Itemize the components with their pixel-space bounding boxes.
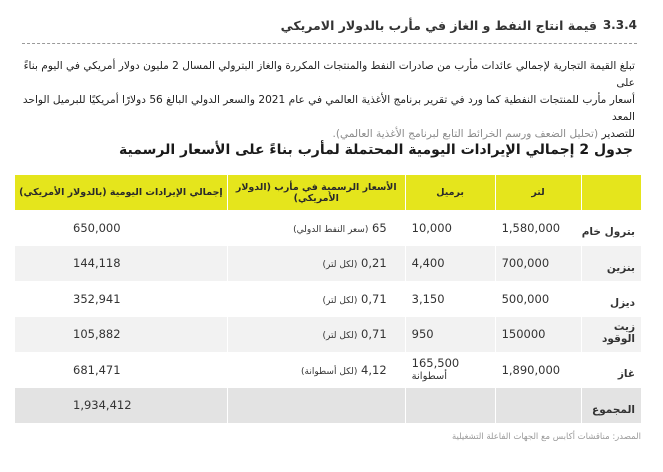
header-product bbox=[581, 175, 641, 210]
cell-liter: 1,890,000 bbox=[495, 352, 581, 388]
barrel-value: 4,400 bbox=[411, 256, 445, 271]
cell-total: 144,118 bbox=[15, 246, 228, 282]
table-row bbox=[15, 210, 642, 246]
cell-total: 105,882 bbox=[15, 317, 228, 353]
paragraph-line-3 bbox=[14, 126, 635, 143]
revenue-table bbox=[14, 175, 641, 424]
barrel-value: 10,000 bbox=[411, 220, 452, 235]
cell-barrel-empty bbox=[405, 388, 495, 424]
section-number: 3.3.4 bbox=[602, 18, 637, 32]
barrel-unit: أسطوانة bbox=[411, 370, 448, 382]
cell-product: ديزل bbox=[581, 281, 641, 317]
cell-product: غاز bbox=[581, 352, 641, 388]
cell-price bbox=[227, 317, 405, 353]
intro-paragraph bbox=[14, 58, 635, 143]
price-value: 65 bbox=[372, 220, 387, 235]
cell-total: 352,941 bbox=[15, 281, 228, 317]
cell-product: زيت الوقود bbox=[581, 317, 641, 353]
paragraph-line-1: تبلغ القيمة التجارية لإجمالي عائدات مأرب من صادرات النفط والمنتجات المكررة والغاز البترولي المسال 2 مليون دولار أمريكي في اليوم بناءً على bbox=[23, 60, 635, 89]
cell-price bbox=[227, 210, 405, 246]
cell-product: بترول خام bbox=[581, 210, 641, 246]
section-header bbox=[22, 18, 637, 44]
price-value: 0,71 bbox=[361, 327, 387, 342]
table-title: جدول 2 إجمالي الإيرادات اليومية المحتملة لمأرب بناءً على الأسعار الرسمية bbox=[119, 142, 633, 158]
price-value: 0,71 bbox=[361, 291, 387, 306]
cell-liter: 500,000 bbox=[495, 281, 581, 317]
price-note: (لكل أسطوانة) bbox=[301, 366, 358, 377]
cell-product: بنزين bbox=[581, 246, 641, 282]
cell-liter: 1,580,000 bbox=[495, 210, 581, 246]
cell-total: 650,000 bbox=[15, 210, 228, 246]
cell-liter-empty bbox=[495, 388, 581, 424]
price-value: 4,12 bbox=[361, 362, 387, 377]
header-total: إجمالي الإيرادات اليومية (بالدولار الأمريكي) bbox=[15, 175, 228, 210]
price-note: (لكل لتر) bbox=[322, 295, 358, 306]
price-note: (لكل لتر) bbox=[322, 260, 358, 271]
paragraph-line-3-main: للتصدير bbox=[601, 128, 635, 140]
price-value: 0,21 bbox=[361, 256, 387, 271]
source-note: المصدر: مناقشات أكابس مع الجهات الفاعلة التشغيلية bbox=[451, 432, 641, 442]
cell-barrel bbox=[405, 210, 495, 246]
cell-price bbox=[227, 246, 405, 282]
cell-barrel bbox=[405, 281, 495, 317]
cell-barrel bbox=[405, 317, 495, 353]
barrel-value: 3,150 bbox=[411, 291, 445, 306]
cell-price bbox=[227, 352, 405, 388]
paragraph-line-3-note: (تحليل الضعف ورسم الخرائط التابع لبرنامج الأغذية العالمي). bbox=[332, 128, 599, 140]
header-barrel: برميل bbox=[405, 175, 495, 210]
barrel-value: 950 bbox=[411, 327, 434, 342]
table-row bbox=[15, 246, 642, 282]
cell-price bbox=[227, 281, 405, 317]
header-price: الأسعار الرسمية في مأرب (الدولار الأمريكي) bbox=[227, 175, 405, 210]
price-note: (سعر النفط الدولي) bbox=[293, 224, 369, 235]
section-title: قيمة انتاج النفط و الغاز في مأرب بالدولار الامريكي bbox=[280, 18, 597, 33]
header-liter: لتر bbox=[495, 175, 581, 210]
cell-liter: 700,000 bbox=[495, 246, 581, 282]
barrel-value: 165,500 bbox=[411, 355, 460, 370]
cell-total: 681,471 bbox=[15, 352, 228, 388]
cell-barrel bbox=[405, 352, 495, 388]
table-total-row bbox=[15, 388, 642, 424]
table-row bbox=[15, 352, 642, 388]
total-label: المجموع bbox=[581, 388, 641, 424]
table-row bbox=[15, 281, 642, 317]
cell-barrel bbox=[405, 246, 495, 282]
paragraph-line-2: أسعار مأرب للمنتجات النفطية كما ورد في تقرير برنامج الأغذية العالمي في عام 2021 والسعر الدولي البالغ 56 دولارًا أمريكيًا للبرميل الواحد المعد bbox=[22, 94, 635, 123]
total-value: 1,934,412 bbox=[15, 388, 228, 424]
cell-liter: 150000 bbox=[495, 317, 581, 353]
price-note: (لكل لتر) bbox=[322, 331, 358, 342]
table-header-row bbox=[15, 175, 642, 210]
cell-price-empty bbox=[227, 388, 405, 424]
table-row bbox=[15, 317, 642, 353]
